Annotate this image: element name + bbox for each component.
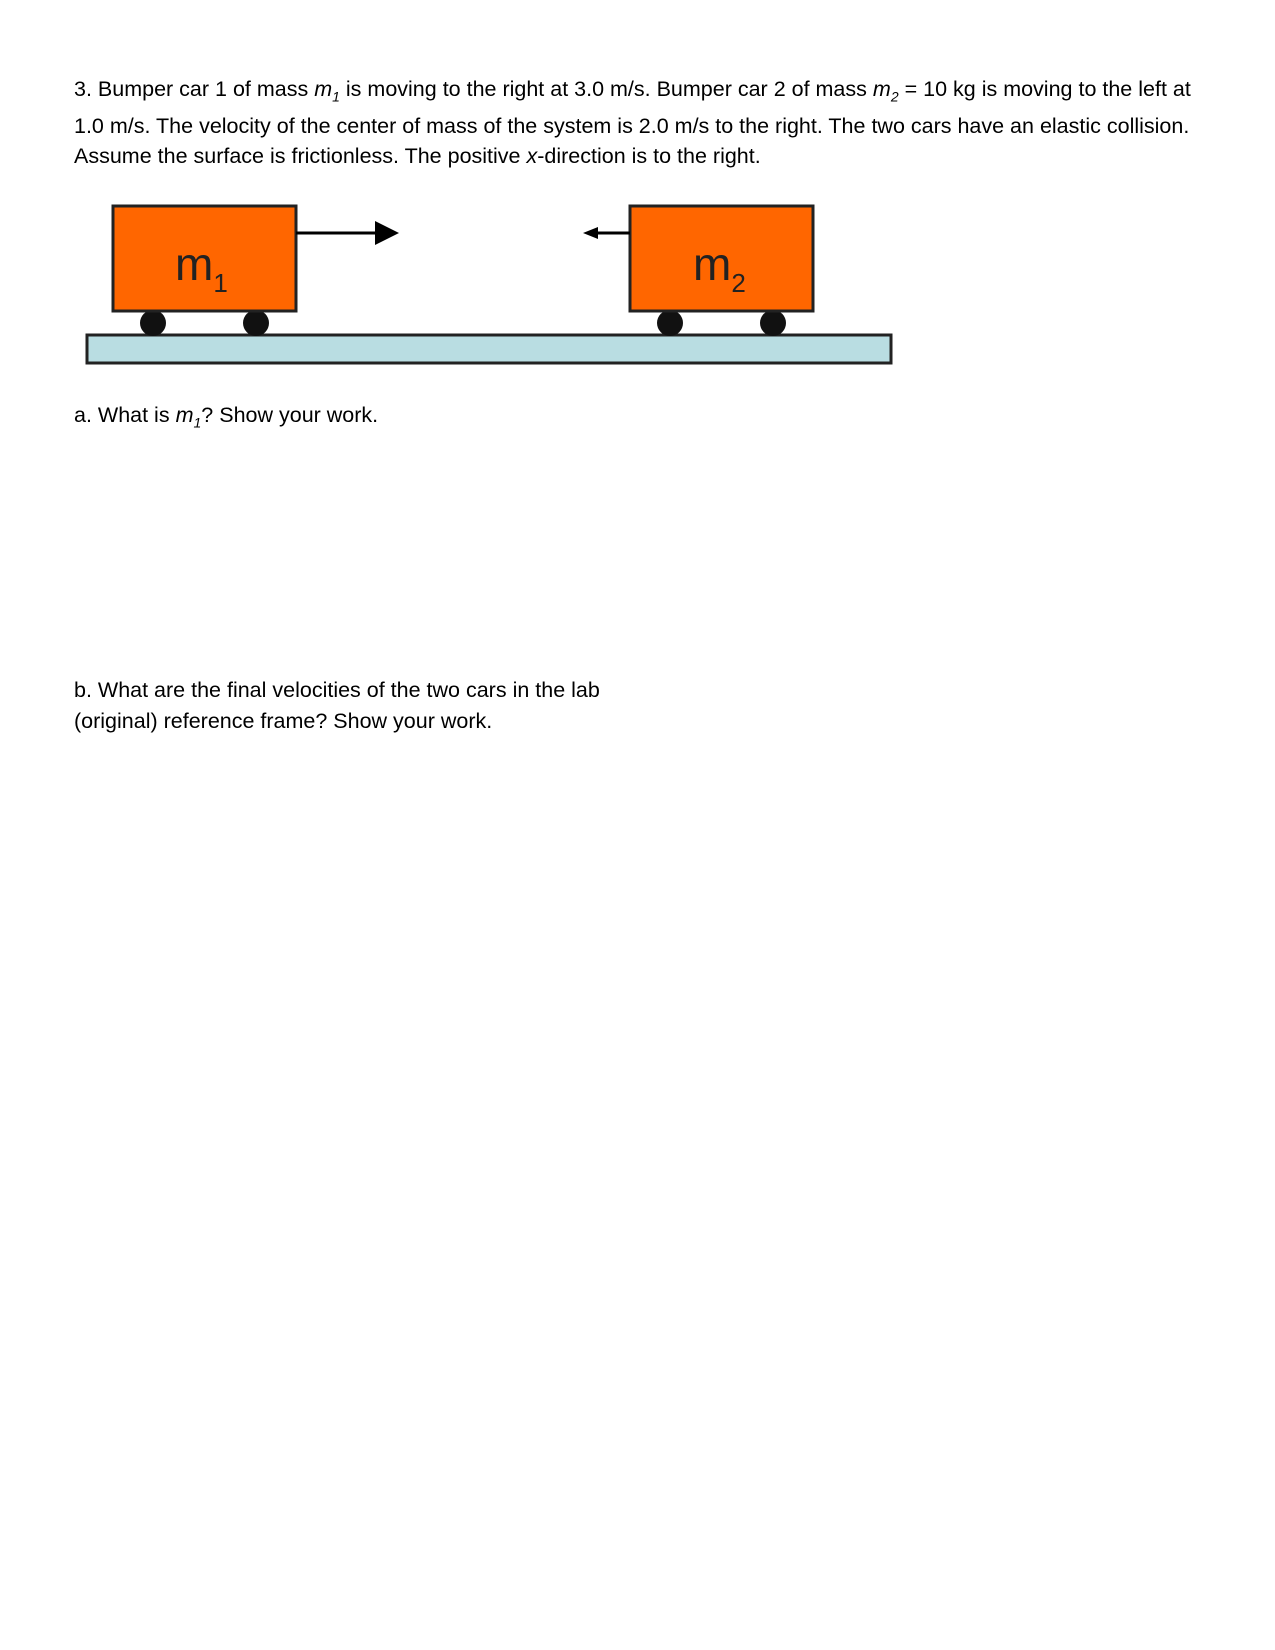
car1-wheel-left — [140, 310, 166, 336]
x-variable: x — [526, 144, 538, 169]
car1-wheel-right — [243, 310, 269, 336]
car1-label-sub: 1 — [213, 268, 228, 298]
problem-text-part: -direction is to the right. — [537, 144, 761, 169]
question-a-variable — [175, 403, 202, 431]
car2-label-sub: 2 — [731, 268, 746, 298]
problem-text-part: is moving to the right at 3.0 m/s. Bumper car 2 of mass — [345, 77, 867, 101]
car1-label-main: m — [175, 238, 214, 290]
car2-wheel-left — [657, 310, 683, 336]
m1-var: m — [314, 77, 333, 101]
problem-text-part: Bumper car 1 of mass — [97, 77, 309, 101]
car2-velocity-arrow-head — [583, 227, 598, 239]
track — [87, 335, 891, 363]
m2-var: m — [872, 77, 891, 101]
question-a-prefix: a. What is — [74, 403, 170, 427]
question-a-var: m — [175, 403, 194, 427]
m1-sub: 1 — [332, 88, 340, 105]
question-b: b. What are the final velocities of the two cars in the lab (original) reference frame? Show your work. — [74, 678, 600, 733]
question-a — [74, 400, 378, 438]
bumper-car-diagram — [0, 0, 1275, 400]
problem-text-part: = 10 kg is moving to the left at 1.0 m/s. The velocity of the center of mass of the system is 2.0 m/s to the right. The two cars have an elastic collision. Assume the surface is frictionless. The positive — [74, 77, 1191, 169]
car2-label-main: m — [693, 238, 732, 290]
problem-number: 3. — [74, 77, 92, 101]
m2-sub: 2 — [890, 88, 899, 105]
question-a-sub: 1 — [193, 414, 202, 431]
question-a-suffix: ? Show your work. — [201, 403, 379, 427]
car1-velocity-arrow-head — [375, 221, 399, 245]
car2-wheel-right — [760, 310, 786, 336]
